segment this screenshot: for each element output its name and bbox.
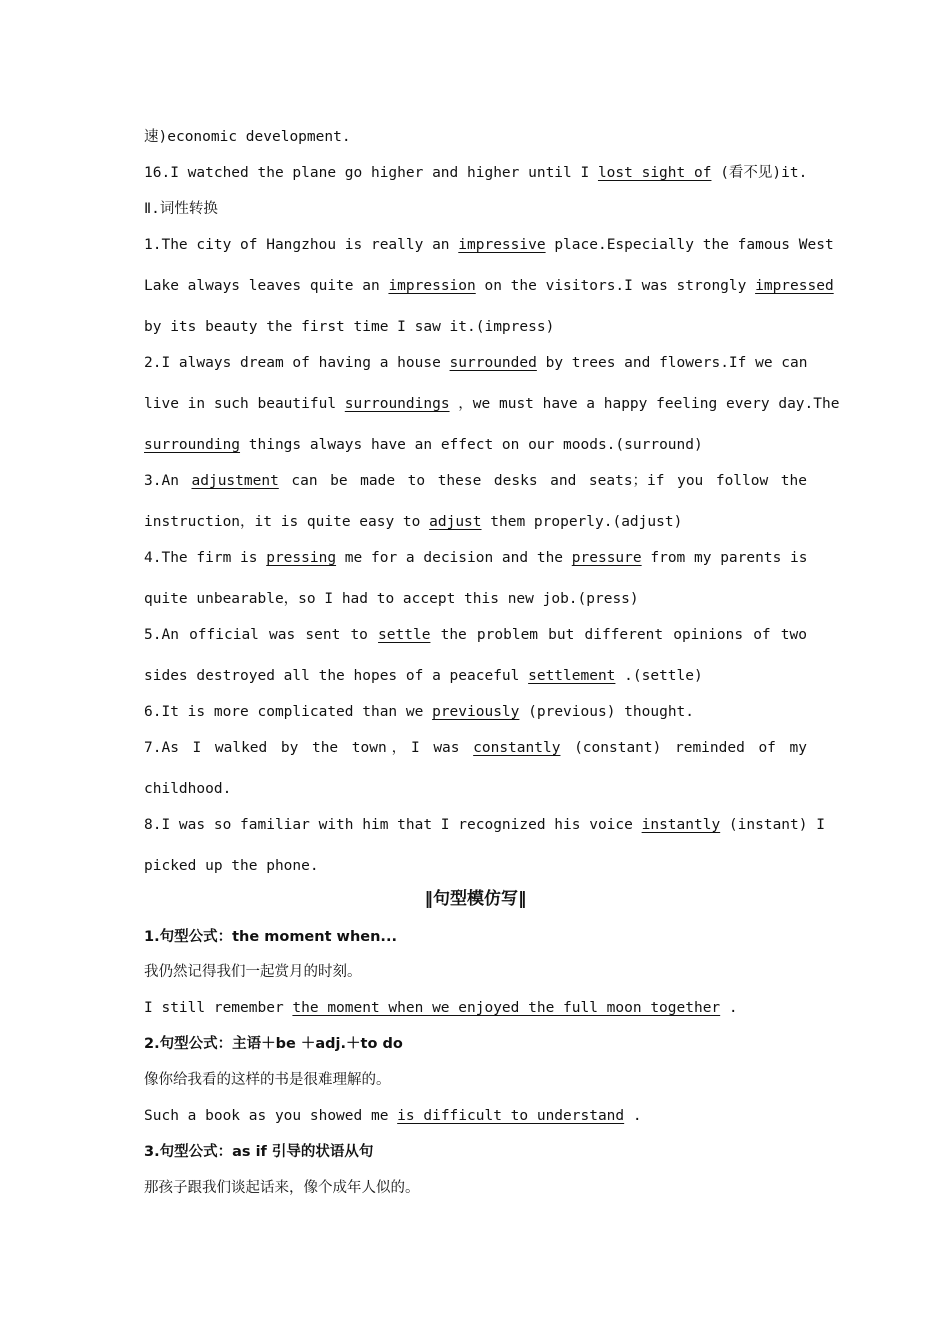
- text-line: [144, 856, 807, 876]
- text-line: [144, 394, 840, 414]
- text-line: [144, 548, 807, 568]
- text-segment: I still remember: [144, 1000, 293, 1016]
- text-segment: 5.An official was sent to: [144, 627, 379, 643]
- text-segment: live in such beautiful: [144, 396, 345, 412]
- chinese-prompt: 像你给我看的这样的书是很难理解的。: [144, 1072, 391, 1088]
- text-segment: childhood.: [144, 781, 232, 797]
- text-segment: the problem but different opinions of two: [440, 627, 807, 643]
- text-segment: 1.The city of Hangzhou is really an: [144, 237, 459, 253]
- answer-blank: pressing: [266, 550, 337, 566]
- text-segment: ，we must have a happy feeling every day.The: [458, 396, 840, 412]
- answer-blank: is difficult to understand: [397, 1108, 625, 1124]
- text-segment: Ⅱ.词性转换: [144, 201, 218, 217]
- text-line: [144, 666, 807, 686]
- text-line: [144, 235, 834, 255]
- pattern-number: 2.: [144, 1036, 160, 1052]
- pattern-label: [144, 927, 807, 947]
- pattern-label: [144, 1034, 807, 1054]
- text-segment: 16.I watched the plane go higher and higher until I: [144, 165, 598, 181]
- text-line: [144, 512, 807, 532]
- answer-blank: adjustment: [191, 473, 279, 489]
- text-segment: (instant) I: [728, 817, 825, 833]
- text-segment: by its beauty the first time I saw it.(impress): [144, 319, 555, 335]
- text-segment: 3.An: [144, 473, 192, 489]
- answer-blank: impressive: [458, 237, 546, 253]
- text-segment: .: [728, 1000, 738, 1016]
- text-segment: Lake always leaves quite an: [144, 278, 389, 294]
- text-line: [144, 471, 807, 491]
- text-segment: from my parents is: [650, 550, 808, 566]
- text-line: [144, 276, 834, 296]
- text-line: [144, 127, 807, 147]
- pattern-number: 3.: [144, 1144, 160, 1160]
- answer-blank: impression: [388, 278, 476, 294]
- answer-blank: surroundings: [344, 396, 450, 412]
- chinese-prompt: 我仍然记得我们一起赏月的时刻。: [144, 964, 362, 980]
- pattern-formula-label: 句型公式：: [159, 929, 233, 945]
- answer-blank: previously: [432, 704, 520, 720]
- answer-blank: constantly: [473, 740, 561, 756]
- text-segment: 速)economic development.: [144, 129, 351, 145]
- text-line: [144, 589, 807, 609]
- text-segment: sides destroyed all the hopes of a peaceful: [144, 668, 529, 684]
- text-segment: .: [632, 1108, 642, 1124]
- pattern-formula-label: 句型公式：主语＋be ＋adj.＋to do: [159, 1036, 403, 1052]
- text-segment: 8.I was so familiar with him that I recognized his voice: [144, 817, 642, 833]
- text-segment: picked up the phone.: [144, 858, 319, 874]
- answer-blank: surrounded: [449, 355, 537, 371]
- text-line: [144, 815, 825, 835]
- text-line: [144, 702, 807, 722]
- pattern-formula: the moment when...: [232, 929, 397, 945]
- answer-blank: surrounding: [144, 437, 241, 453]
- text-segment: instruction，it is quite easy to: [144, 514, 430, 530]
- text-segment: 7.As I walked by the town，I was: [144, 740, 474, 756]
- text-segment: 2.I always dream of having a house: [144, 355, 450, 371]
- pattern-label: [144, 1142, 807, 1162]
- text-segment: by trees and flowers.If we can: [545, 355, 808, 371]
- text-segment: me for a decision and the: [344, 550, 572, 566]
- answer-blank: lost sight of: [597, 165, 712, 181]
- answer-blank: adjust: [429, 514, 482, 530]
- answer-blank: settlement: [528, 668, 616, 684]
- text-segment: can be made to these desks and seats；if you follow the: [291, 473, 807, 489]
- answer-blank: instantly: [641, 817, 721, 833]
- text-segment: place.Especially the famous West: [554, 237, 834, 253]
- text-segment: .(settle): [624, 668, 703, 684]
- text-segment: 6.It is more complicated than we: [144, 704, 433, 720]
- text-segment: 4.The firm is: [144, 550, 267, 566]
- text-segment: (constant) reminded of my: [574, 740, 807, 756]
- pattern-number: 1.: [144, 929, 160, 945]
- text-segment: quite unbearable，so I had to accept this new job.(press): [144, 591, 639, 607]
- text-segment: things always have an effect on our moods.(surround): [248, 437, 703, 453]
- answer-blank: settle: [378, 627, 431, 643]
- english-answer: [144, 998, 807, 1018]
- answer-blank: pressure: [571, 550, 642, 566]
- answer-blank: the moment when we enjoyed the full moon together: [292, 1000, 721, 1016]
- answer-blank: impressed: [755, 278, 834, 294]
- text-segment: (previous) thought.: [528, 704, 695, 720]
- english-answer: [144, 1106, 807, 1126]
- text-line: [144, 199, 807, 219]
- text-line: [144, 625, 807, 645]
- text-line: [144, 353, 807, 373]
- text-line: [144, 779, 807, 799]
- pattern-formula-label: 句型公式：as if 引导的状语从句: [159, 1144, 374, 1160]
- text-line: [144, 163, 807, 183]
- text-segment: on the visitors.I was strongly: [484, 278, 756, 294]
- text-segment: (看不见)it.: [720, 165, 808, 181]
- chinese-prompt: 那孩子跟我们谈起话来，像个成年人似的。: [144, 1180, 420, 1196]
- text-segment: Such a book as you showed me: [144, 1108, 398, 1124]
- text-segment: them properly.(adjust): [490, 514, 683, 530]
- section-heading: ‖句型模仿写‖: [424, 889, 527, 909]
- text-line: [144, 317, 807, 337]
- text-line: [144, 435, 807, 455]
- text-line: [144, 738, 807, 758]
